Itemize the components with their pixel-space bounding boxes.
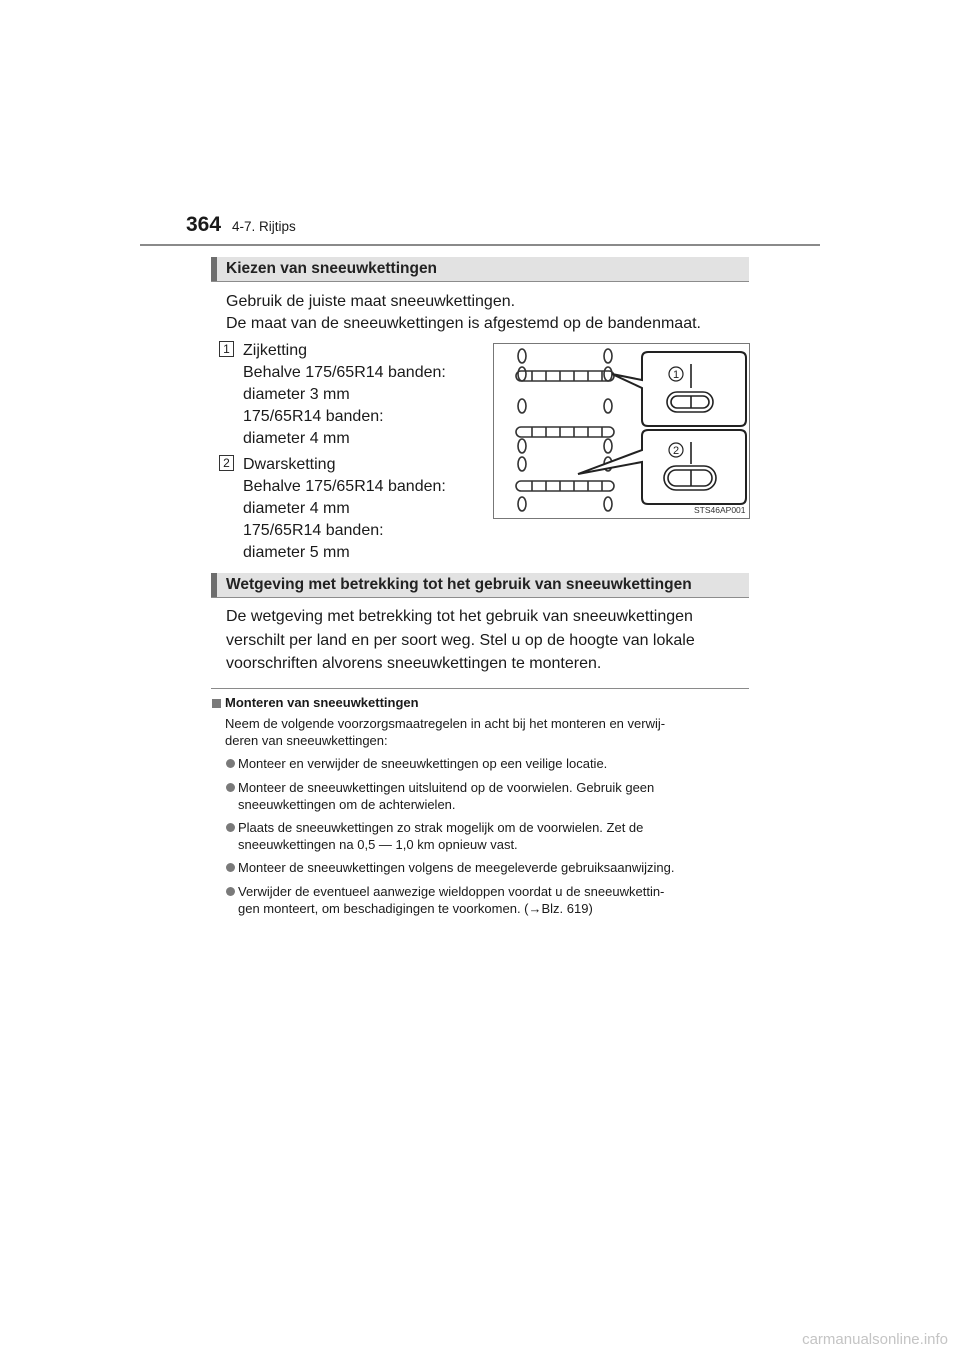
note-bullet: Monteer de sneeuwkettingen uitsluitend op de voorwielen. Gebruik geen (238, 780, 655, 795)
bullet-icon (226, 863, 235, 872)
legislation-line: voorschriften alvorens sneeuwkettingen te monteren. (226, 655, 602, 672)
item-line: diameter 4 mm (243, 500, 350, 517)
item-line: Behalve 175/65R14 banden: (243, 478, 446, 495)
item-line: diameter 3 mm (243, 386, 350, 403)
footer-watermark[interactable]: carmanualsonline.info (802, 1331, 948, 1348)
section-heading-text: Kiezen van sneeuwkettingen (226, 260, 438, 277)
item-line: diameter 5 mm (243, 544, 350, 561)
note-bullet: sneeuwkettingen na 0,5 — 1,0 km opnieuw vast. (238, 837, 518, 852)
callout-panel-2 (578, 430, 746, 504)
bullet-icon (226, 783, 235, 792)
item-line: Dwarsketting (243, 456, 336, 473)
cross-chain (516, 371, 614, 491)
bullet-icon (226, 759, 235, 768)
snow-chain-figure (493, 343, 750, 519)
snow-chain-illustration (494, 344, 749, 518)
item-line: 175/65R14 banden: (243, 522, 384, 539)
page-number: 364 (186, 213, 222, 236)
item-number-badge: 1 (219, 341, 234, 357)
item-line: Zijketting (243, 342, 308, 359)
side-chain-right (604, 349, 612, 511)
note-bullet: Monteer en verwijder de sneeuwkettingen op een veilige locatie. (238, 756, 608, 771)
intro-line: Gebruik de juiste maat sneeuwkettingen. (226, 293, 516, 310)
section-heading-text: Wetgeving met betrekking tot het gebruik van sneeuwkettingen (226, 576, 692, 593)
note-bullet: sneeuwkettingen om de achterwielen. (238, 797, 456, 812)
side-chain-left (518, 349, 526, 511)
section-heading-chains (211, 257, 749, 282)
item-line: 175/65R14 banden: (243, 408, 384, 425)
legislation-line: verschilt per land en per soort weg. Stel u op de hoogte van lokale (226, 632, 695, 649)
note-bullet: Verwijder de eventueel aanwezige wieldoppen voordat u de sneeuwkettin- (238, 884, 665, 899)
item-line: Behalve 175/65R14 banden: (243, 364, 446, 381)
square-bullet-icon (212, 699, 221, 708)
header-rule (140, 244, 820, 246)
legislation-line: De wetgeving met betrekking tot het gebruik van sneeuwkettingen (226, 608, 693, 625)
figure-code: STS46AP001 (694, 505, 746, 515)
callout-panel-1 (612, 352, 746, 426)
note-rule (211, 688, 749, 689)
callout-2-label: 2 (672, 445, 680, 457)
note-bullet: gen monteert, om beschadigingen te voorkomen. (→Blz. 619) (238, 901, 593, 916)
intro-line: De maat van de sneeuwkettingen is afgestemd op de bandenmaat. (226, 315, 701, 332)
section-heading-legislation (211, 573, 749, 598)
section-label: 4-7. Rijtips (232, 219, 296, 234)
bullet-icon (226, 823, 235, 832)
note-intro-line: Neem de volgende voorzorgsmaatregelen in acht bij het monteren en verwij- (225, 716, 666, 731)
item-line: diameter 4 mm (243, 430, 350, 447)
item-number-badge: 2 (219, 455, 234, 471)
note-title: Monteren van sneeuwkettingen (225, 695, 419, 710)
note-bullet: Plaats de sneeuwkettingen zo strak mogelijk om de voorwielen. Zet de (238, 820, 644, 835)
note-intro-line: deren van sneeuwkettingen: (225, 733, 388, 748)
callout-1-label: 1 (672, 369, 680, 381)
note-bullet: Monteer de sneeuwkettingen volgens de meegeleverde gebruiksaanwijzing. (238, 860, 675, 875)
bullet-icon (226, 887, 235, 896)
